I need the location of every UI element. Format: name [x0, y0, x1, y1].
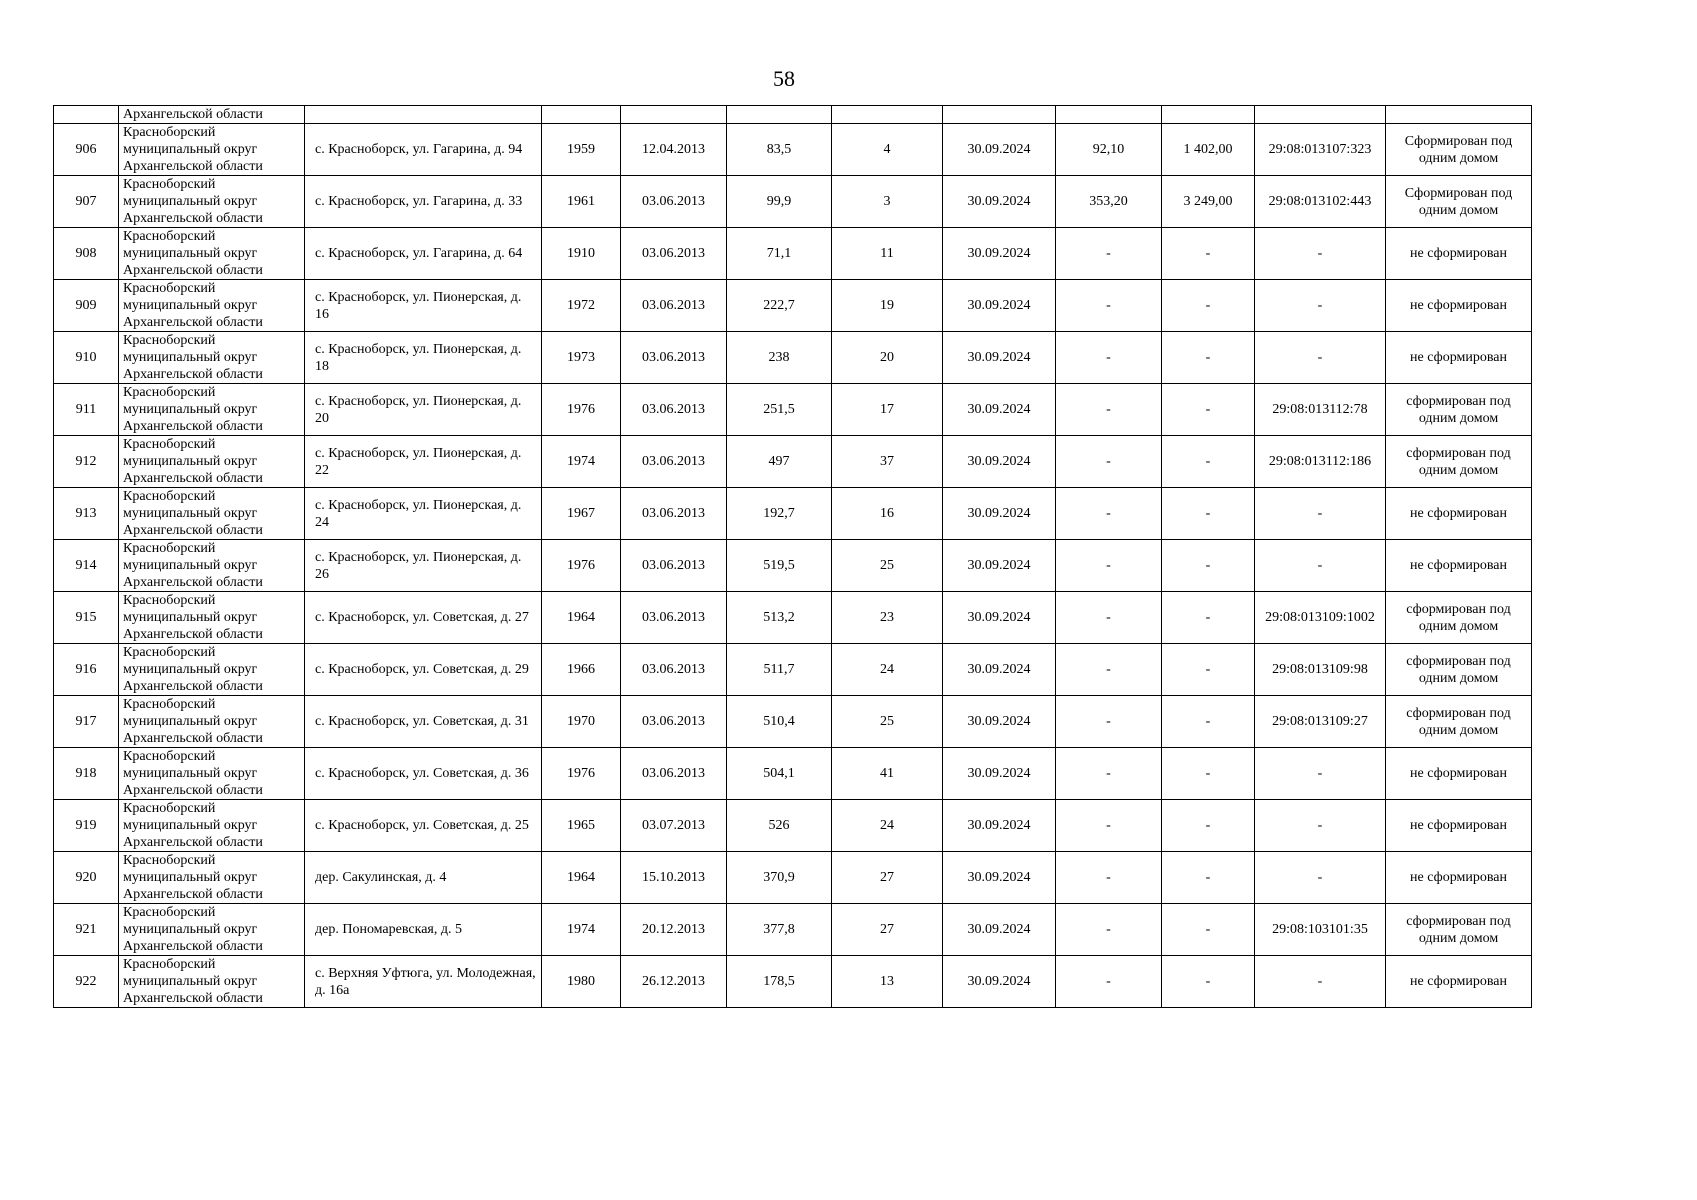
cell-cadastral: 29:08:013109:27: [1255, 696, 1386, 748]
cell-address: с. Красноборск, ул. Советская, д. 36: [305, 748, 542, 800]
cell-address: с. Красноборск, ул. Советская, д. 29: [305, 644, 542, 696]
cell-residents: 24: [832, 800, 943, 852]
cell-residents: 25: [832, 540, 943, 592]
cell-date2: 30.09.2024: [943, 176, 1056, 228]
page-number: 58: [773, 66, 795, 91]
cell-area: 510,4: [727, 696, 832, 748]
cell-status: не сформирован: [1386, 332, 1532, 384]
cell-year: [542, 106, 621, 124]
cell-municipality: [119, 800, 305, 852]
cell-year: 1964: [542, 852, 621, 904]
table-row: [54, 436, 1532, 488]
cell-number: 913: [54, 488, 119, 540]
cell-municipality: [119, 488, 305, 540]
cell-residents: 11: [832, 228, 943, 280]
municipality-line: муниципальный округ: [123, 454, 258, 469]
cell-municipality: [119, 332, 305, 384]
table-row: [54, 800, 1532, 852]
cell-date2: 30.09.2024: [943, 488, 1056, 540]
table-row: [54, 332, 1532, 384]
cell-address: с. Красноборск, ул. Гагарина, д. 33: [305, 176, 542, 228]
cell-cadastral: -: [1255, 800, 1386, 852]
cell-year: 1966: [542, 644, 621, 696]
cell-number: 906: [54, 124, 119, 176]
cell-area: 370,9: [727, 852, 832, 904]
municipality-line: Архангельской области: [123, 627, 263, 642]
cell-col9: -: [1056, 436, 1162, 488]
table-row: [54, 540, 1532, 592]
cell-cadastral: 29:08:013102:443: [1255, 176, 1386, 228]
municipality-line: Архангельской области: [123, 419, 263, 434]
cell-address: с. Красноборск, ул. Советская, д. 31: [305, 696, 542, 748]
cell-col10: -: [1162, 956, 1255, 1008]
table-row: [54, 488, 1532, 540]
municipality-line: муниципальный округ: [123, 714, 258, 729]
municipality-line: Красноборский: [123, 229, 216, 244]
cell-cadastral: 29:08:013109:1002: [1255, 592, 1386, 644]
municipality-line: Красноборский: [123, 489, 216, 504]
cell-date: 03.06.2013: [621, 748, 727, 800]
cell-status: Сформирован под одним домом: [1386, 124, 1532, 176]
cell-date: 26.12.2013: [621, 956, 727, 1008]
cell-address: с. Красноборск, ул. Гагарина, д. 94: [305, 124, 542, 176]
municipality-line: Архангельской области: [123, 783, 263, 798]
cell-residents: [832, 106, 943, 124]
table-row: [54, 592, 1532, 644]
cell-col9: -: [1056, 800, 1162, 852]
cell-address: [305, 106, 542, 124]
cell-address: с. Красноборск, ул. Пионерская, д. 24: [305, 488, 542, 540]
cell-col10: -: [1162, 280, 1255, 332]
cell-area: 83,5: [727, 124, 832, 176]
municipality-line: Архангельской области: [123, 159, 263, 174]
cell-number: 915: [54, 592, 119, 644]
municipality-line: муниципальный округ: [123, 246, 258, 261]
cell-area: 377,8: [727, 904, 832, 956]
municipality-line: Красноборский: [123, 697, 216, 712]
cell-status: не сформирован: [1386, 540, 1532, 592]
cell-cadastral: -: [1255, 228, 1386, 280]
cell-col10: -: [1162, 748, 1255, 800]
cell-area: 497: [727, 436, 832, 488]
cell-residents: 17: [832, 384, 943, 436]
municipality-line: муниципальный округ: [123, 662, 258, 677]
municipality-line: муниципальный округ: [123, 142, 258, 157]
municipality-line: Красноборский: [123, 541, 216, 556]
cell-col10: -: [1162, 228, 1255, 280]
cell-residents: 24: [832, 644, 943, 696]
cell-status: сформирован под одним домом: [1386, 592, 1532, 644]
cell-date: 03.06.2013: [621, 384, 727, 436]
cell-date2: 30.09.2024: [943, 956, 1056, 1008]
table-row: [54, 384, 1532, 436]
table-row: [54, 852, 1532, 904]
cell-date2: 30.09.2024: [943, 384, 1056, 436]
cell-number: 914: [54, 540, 119, 592]
cell-status: не сформирован: [1386, 800, 1532, 852]
municipality-line: муниципальный округ: [123, 298, 258, 313]
cell-status: не сформирован: [1386, 488, 1532, 540]
cell-municipality: [119, 436, 305, 488]
cell-number: 909: [54, 280, 119, 332]
cell-number: 912: [54, 436, 119, 488]
municipality-line: муниципальный округ: [123, 558, 258, 573]
cell-residents: 19: [832, 280, 943, 332]
cell-col9: -: [1056, 280, 1162, 332]
cell-col10: -: [1162, 696, 1255, 748]
cell-residents: 20: [832, 332, 943, 384]
cell-cadastral: -: [1255, 852, 1386, 904]
cell-date: 03.06.2013: [621, 228, 727, 280]
cell-col9: -: [1056, 332, 1162, 384]
cell-area: 526: [727, 800, 832, 852]
cell-date: 03.06.2013: [621, 436, 727, 488]
cell-address: с. Красноборск, ул. Пионерская, д. 18: [305, 332, 542, 384]
municipality-line: Красноборский: [123, 125, 216, 140]
municipality-line: Архангельской области: [123, 731, 263, 746]
cell-status: сформирован под одним домом: [1386, 384, 1532, 436]
table-row: [54, 124, 1532, 176]
cell-col10: -: [1162, 592, 1255, 644]
cell-address: с. Красноборск, ул. Пионерская, д. 16: [305, 280, 542, 332]
cell-year: 1959: [542, 124, 621, 176]
cell-residents: 25: [832, 696, 943, 748]
cell-municipality: [119, 176, 305, 228]
cell-col9: -: [1056, 956, 1162, 1008]
cell-date: 03.06.2013: [621, 540, 727, 592]
cell-number: 918: [54, 748, 119, 800]
cell-area: 513,2: [727, 592, 832, 644]
housing-registry-table: [53, 105, 1532, 1008]
cell-date2: 30.09.2024: [943, 904, 1056, 956]
cell-col10: -: [1162, 800, 1255, 852]
cell-date: 03.06.2013: [621, 696, 727, 748]
cell-year: 1974: [542, 436, 621, 488]
cell-address: с. Красноборск, ул. Пионерская, д. 20: [305, 384, 542, 436]
cell-date2: 30.09.2024: [943, 280, 1056, 332]
cell-col10: -: [1162, 436, 1255, 488]
cell-col10: 3 249,00: [1162, 176, 1255, 228]
cell-number: 921: [54, 904, 119, 956]
cell-year: 1980: [542, 956, 621, 1008]
cell-col9: -: [1056, 228, 1162, 280]
table-row: [54, 696, 1532, 748]
cell-number: 920: [54, 852, 119, 904]
cell-col9: -: [1056, 696, 1162, 748]
municipality-line: Красноборский: [123, 437, 216, 452]
cell-municipality: [119, 904, 305, 956]
cell-date2: 30.09.2024: [943, 332, 1056, 384]
cell-area: 99,9: [727, 176, 832, 228]
municipality-line: Архангельской области: [123, 835, 263, 850]
municipality-line: Архангельской области: [123, 263, 263, 278]
municipality-line: Архангельской области: [123, 575, 263, 590]
cell-date2: 30.09.2024: [943, 696, 1056, 748]
cell-cadastral: -: [1255, 748, 1386, 800]
cell-col9: -: [1056, 852, 1162, 904]
municipality-line: Красноборский: [123, 801, 216, 816]
cell-area: 71,1: [727, 228, 832, 280]
municipality-line: муниципальный округ: [123, 610, 258, 625]
cell-status: сформирован под одним домом: [1386, 436, 1532, 488]
cell-date2: 30.09.2024: [943, 644, 1056, 696]
cell-year: 1910: [542, 228, 621, 280]
municipality-line: муниципальный округ: [123, 922, 258, 937]
cell-col10: -: [1162, 332, 1255, 384]
cell-year: 1972: [542, 280, 621, 332]
cell-area: 222,7: [727, 280, 832, 332]
table-row: [54, 280, 1532, 332]
cell-cadastral: -: [1255, 956, 1386, 1008]
cell-municipality: [119, 956, 305, 1008]
cell-number: 911: [54, 384, 119, 436]
cell-date: 20.12.2013: [621, 904, 727, 956]
municipality-line: муниципальный округ: [123, 818, 258, 833]
municipality-line: Красноборский: [123, 905, 216, 920]
cell-year: 1976: [542, 540, 621, 592]
cell-municipality: [119, 228, 305, 280]
cell-col9: -: [1056, 748, 1162, 800]
cell-address: дер. Пономаревская, д. 5: [305, 904, 542, 956]
municipality-line: муниципальный округ: [123, 870, 258, 885]
cell-address: с. Красноборск, ул. Советская, д. 25: [305, 800, 542, 852]
cell-number: 922: [54, 956, 119, 1008]
cell-col9: -: [1056, 488, 1162, 540]
cell-cadastral: -: [1255, 540, 1386, 592]
cell-date2: 30.09.2024: [943, 800, 1056, 852]
cell-date: 15.10.2013: [621, 852, 727, 904]
cell-number: 917: [54, 696, 119, 748]
cell-residents: 4: [832, 124, 943, 176]
cell-municipality: [119, 540, 305, 592]
municipality-line: муниципальный округ: [123, 766, 258, 781]
cell-area: 251,5: [727, 384, 832, 436]
cell-cadastral: 29:08:013112:78: [1255, 384, 1386, 436]
cell-status: не сформирован: [1386, 852, 1532, 904]
cell-status: сформирован под одним домом: [1386, 696, 1532, 748]
municipality-line: Архангельской области: [123, 679, 263, 694]
cell-residents: 13: [832, 956, 943, 1008]
cell-col9: 353,20: [1056, 176, 1162, 228]
cell-status: сформирован под одним домом: [1386, 644, 1532, 696]
cell-municipality: [119, 696, 305, 748]
cell-date2: 30.09.2024: [943, 592, 1056, 644]
cell-year: 1964: [542, 592, 621, 644]
cell-area: 511,7: [727, 644, 832, 696]
cell-municipality: [119, 592, 305, 644]
cell-date2: 30.09.2024: [943, 852, 1056, 904]
cell-col10: 1 402,00: [1162, 124, 1255, 176]
cell-date: 03.06.2013: [621, 644, 727, 696]
cell-year: 1973: [542, 332, 621, 384]
municipality-line: Архангельской области: [123, 211, 263, 226]
cell-cadastral: 29:08:013107:323: [1255, 124, 1386, 176]
cell-area: 519,5: [727, 540, 832, 592]
cell-number: 919: [54, 800, 119, 852]
municipality-line: Красноборский: [123, 333, 216, 348]
cell-residents: 41: [832, 748, 943, 800]
cell-address: с. Красноборск, ул. Советская, д. 27: [305, 592, 542, 644]
cell-year: 1976: [542, 384, 621, 436]
cell-residents: 23: [832, 592, 943, 644]
municipality-line: Красноборский: [123, 749, 216, 764]
cell-year: 1970: [542, 696, 621, 748]
table-row-continuation: [54, 106, 1532, 124]
cell-address: с. Красноборск, ул. Пионерская, д. 26: [305, 540, 542, 592]
cell-year: 1965: [542, 800, 621, 852]
cell-municipality: Архангельской области: [119, 106, 305, 124]
cell-municipality: [119, 124, 305, 176]
municipality-line: муниципальный округ: [123, 974, 258, 989]
municipality-line: Архангельской области: [123, 523, 263, 538]
table-row: [54, 748, 1532, 800]
cell-col10: -: [1162, 540, 1255, 592]
cell-area: 192,7: [727, 488, 832, 540]
cell-address: дер. Сакулинская, д. 4: [305, 852, 542, 904]
cell-residents: 27: [832, 852, 943, 904]
municipality-line: Архангельской области: [123, 367, 263, 382]
cell-cadastral: 29:08:103101:35: [1255, 904, 1386, 956]
municipality-line: Архангельской области: [123, 315, 263, 330]
cell-date: 03.07.2013: [621, 800, 727, 852]
cell-date2: 30.09.2024: [943, 228, 1056, 280]
cell-cadastral: 29:08:013109:98: [1255, 644, 1386, 696]
cell-year: 1967: [542, 488, 621, 540]
cell-date: 03.06.2013: [621, 332, 727, 384]
cell-municipality: [119, 280, 305, 332]
cell-col9: [1056, 106, 1162, 124]
municipality-line: Красноборский: [123, 593, 216, 608]
cell-status: не сформирован: [1386, 956, 1532, 1008]
cell-residents: 16: [832, 488, 943, 540]
cell-date: 03.06.2013: [621, 176, 727, 228]
municipality-line: Архангельской области: [123, 471, 263, 486]
cell-residents: 37: [832, 436, 943, 488]
municipality-line: Архангельской области: [123, 939, 263, 954]
municipality-line: муниципальный округ: [123, 402, 258, 417]
cell-date: 03.06.2013: [621, 592, 727, 644]
cell-residents: 3: [832, 176, 943, 228]
cell-date2: 30.09.2024: [943, 124, 1056, 176]
municipality-line: муниципальный округ: [123, 194, 258, 209]
cell-residents: 27: [832, 904, 943, 956]
municipality-line: Красноборский: [123, 385, 216, 400]
cell-status: не сформирован: [1386, 748, 1532, 800]
cell-status: [1386, 106, 1532, 124]
municipality-line: Красноборский: [123, 645, 216, 660]
cell-municipality: [119, 852, 305, 904]
municipality-line: Красноборский: [123, 177, 216, 192]
cell-cadastral: -: [1255, 488, 1386, 540]
cell-area: 178,5: [727, 956, 832, 1008]
cell-col10: -: [1162, 488, 1255, 540]
table-body: [54, 106, 1532, 1008]
cell-col10: [1162, 106, 1255, 124]
cell-col9: -: [1056, 384, 1162, 436]
cell-cadastral: -: [1255, 332, 1386, 384]
cell-col9: -: [1056, 592, 1162, 644]
cell-col9: -: [1056, 644, 1162, 696]
municipality-line: Архангельской области: [123, 991, 263, 1006]
table-row: [54, 644, 1532, 696]
municipality-line: Красноборский: [123, 853, 216, 868]
table-row: [54, 904, 1532, 956]
municipality-line: Красноборский: [123, 957, 216, 972]
cell-col10: -: [1162, 852, 1255, 904]
cell-cadastral: [1255, 106, 1386, 124]
cell-municipality: [119, 748, 305, 800]
municipality-line: Архангельской области: [123, 887, 263, 902]
municipality-line: муниципальный округ: [123, 506, 258, 521]
cell-number: 907: [54, 176, 119, 228]
cell-date: 03.06.2013: [621, 280, 727, 332]
cell-municipality: [119, 644, 305, 696]
cell-number: 910: [54, 332, 119, 384]
table-row: [54, 956, 1532, 1008]
cell-address: с. Красноборск, ул. Пионерская, д. 22: [305, 436, 542, 488]
cell-address: с. Красноборск, ул. Гагарина, д. 64: [305, 228, 542, 280]
cell-date2: [943, 106, 1056, 124]
cell-status: сформирован под одним домом: [1386, 904, 1532, 956]
cell-area: 504,1: [727, 748, 832, 800]
municipality-line: Красноборский: [123, 281, 216, 296]
cell-col9: -: [1056, 540, 1162, 592]
cell-status: не сформирован: [1386, 228, 1532, 280]
cell-date: 12.04.2013: [621, 124, 727, 176]
cell-col10: -: [1162, 644, 1255, 696]
cell-cadastral: 29:08:013112:186: [1255, 436, 1386, 488]
cell-year: 1976: [542, 748, 621, 800]
cell-col10: -: [1162, 384, 1255, 436]
cell-date: 03.06.2013: [621, 488, 727, 540]
cell-col9: 92,10: [1056, 124, 1162, 176]
cell-address: с. Верхняя Уфтюга, ул. Молодежная, д. 16а: [305, 956, 542, 1008]
cell-area: 238: [727, 332, 832, 384]
cell-status: Сформирован под одним домом: [1386, 176, 1532, 228]
cell-number: [54, 106, 119, 124]
cell-year: 1974: [542, 904, 621, 956]
cell-col9: -: [1056, 904, 1162, 956]
cell-status: не сформирован: [1386, 280, 1532, 332]
cell-col10: -: [1162, 904, 1255, 956]
cell-area: [727, 106, 832, 124]
cell-cadastral: -: [1255, 280, 1386, 332]
table-row: [54, 176, 1532, 228]
municipality-line: муниципальный округ: [123, 350, 258, 365]
cell-year: 1961: [542, 176, 621, 228]
cell-number: 908: [54, 228, 119, 280]
cell-date2: 30.09.2024: [943, 436, 1056, 488]
cell-date: [621, 106, 727, 124]
cell-number: 916: [54, 644, 119, 696]
cell-municipality: [119, 384, 305, 436]
table-row: [54, 228, 1532, 280]
cell-date2: 30.09.2024: [943, 540, 1056, 592]
cell-date2: 30.09.2024: [943, 748, 1056, 800]
